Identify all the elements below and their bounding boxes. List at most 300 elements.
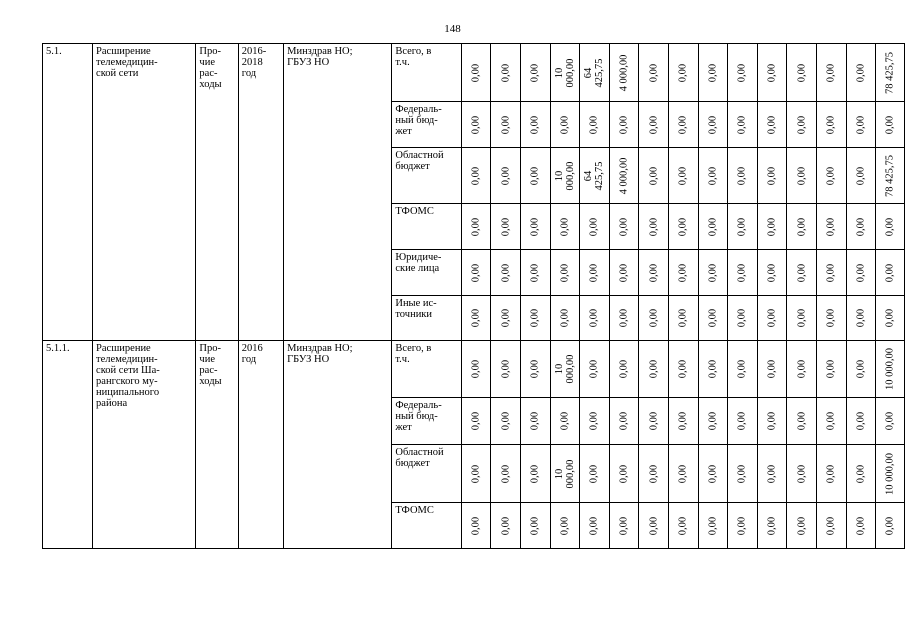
value-cell bbox=[787, 204, 817, 250]
value-cell bbox=[846, 148, 876, 204]
value-cell bbox=[461, 445, 491, 503]
value: 0,00 bbox=[766, 464, 778, 483]
executor-cell bbox=[284, 44, 392, 341]
value: 0,00 bbox=[470, 308, 482, 328]
value-cell bbox=[728, 296, 758, 341]
value: 0,00 bbox=[707, 411, 719, 431]
funding-source-cell bbox=[392, 102, 461, 148]
value: 10 000,00 bbox=[553, 161, 576, 190]
value: 0,00 bbox=[500, 63, 512, 82]
value-cell bbox=[668, 204, 698, 250]
expense-type: Про- чие рас- ходы bbox=[199, 46, 222, 90]
value-cell bbox=[550, 398, 580, 445]
value: 0,00 bbox=[707, 308, 719, 328]
value: 0,00 bbox=[529, 516, 541, 535]
value-cell bbox=[580, 44, 610, 102]
value: 0,00 bbox=[677, 217, 689, 236]
value: 0,00 bbox=[855, 115, 867, 134]
value: 0,00 bbox=[588, 359, 600, 379]
funding-source-cell bbox=[392, 503, 461, 549]
value: 0,00 bbox=[796, 263, 808, 282]
value: 0,00 bbox=[618, 115, 630, 134]
period: 2016- 2018 год bbox=[241, 46, 267, 79]
value-cell bbox=[639, 44, 669, 102]
value: 0,00 bbox=[855, 464, 867, 483]
value: 0,00 bbox=[766, 63, 778, 82]
funding-source: ТФОМС bbox=[395, 206, 434, 217]
value: 0,00 bbox=[736, 63, 748, 82]
value-cell bbox=[550, 204, 580, 250]
value-cell bbox=[550, 341, 580, 398]
value-cell bbox=[876, 296, 905, 341]
value-cell bbox=[757, 148, 787, 204]
value: 0,00 bbox=[500, 308, 512, 328]
value: 0,00 bbox=[825, 166, 837, 185]
value-cell bbox=[787, 44, 817, 102]
funding-source: Юридиче- ские лица bbox=[395, 252, 442, 274]
value: 0,00 bbox=[677, 464, 689, 483]
value: 0,00 bbox=[677, 63, 689, 82]
value-cell bbox=[698, 44, 728, 102]
value-cell bbox=[580, 341, 610, 398]
value: 0,00 bbox=[618, 411, 630, 431]
value: 0,00 bbox=[529, 217, 541, 236]
value: 0,00 bbox=[500, 263, 512, 282]
value-cell bbox=[787, 102, 817, 148]
value-cell bbox=[728, 503, 758, 549]
value: 0,00 bbox=[796, 166, 808, 185]
value: 0,00 bbox=[648, 63, 660, 82]
value: 0,00 bbox=[529, 359, 541, 379]
value-cell bbox=[846, 44, 876, 102]
value: 0,00 bbox=[588, 411, 600, 431]
value-cell bbox=[757, 102, 787, 148]
value-cell bbox=[461, 341, 491, 398]
value: 0,00 bbox=[825, 464, 837, 483]
executor: Минздрав НО; ГБУЗ НО bbox=[287, 343, 353, 365]
value: 10 000,00 bbox=[884, 348, 896, 390]
funding-source: ТФОМС bbox=[395, 505, 434, 516]
value: 0,00 bbox=[736, 464, 748, 483]
value-cell bbox=[728, 445, 758, 503]
value-cell bbox=[846, 503, 876, 549]
value-cell bbox=[846, 102, 876, 148]
value-cell bbox=[757, 503, 787, 549]
value-cell bbox=[876, 503, 905, 549]
value-cell bbox=[491, 341, 521, 398]
value: 10 000,00 bbox=[553, 354, 576, 384]
value-cell bbox=[816, 341, 846, 398]
funding-source-cell bbox=[392, 44, 461, 102]
value: 0,00 bbox=[648, 217, 660, 236]
item-name: Расширение телемедицин- ской сети Ша- рангского му- ниципального района bbox=[96, 343, 160, 409]
page-number: 148 bbox=[444, 23, 461, 35]
value-cell bbox=[580, 148, 610, 204]
value-cell bbox=[461, 148, 491, 204]
value: 0,00 bbox=[855, 308, 867, 328]
value: 0,00 bbox=[736, 308, 748, 328]
value-cell bbox=[816, 148, 846, 204]
value: 10 000,00 bbox=[553, 459, 576, 488]
value-cell bbox=[491, 44, 521, 102]
value: 0,00 bbox=[825, 63, 837, 82]
value-cell bbox=[846, 341, 876, 398]
value-cell bbox=[728, 102, 758, 148]
funding-source-cell bbox=[392, 148, 461, 204]
value: 0,00 bbox=[529, 464, 541, 483]
value-cell bbox=[728, 398, 758, 445]
value-cell bbox=[609, 102, 639, 148]
value: 0,00 bbox=[884, 411, 896, 431]
value: 0,00 bbox=[470, 359, 482, 379]
value-cell bbox=[639, 296, 669, 341]
value-cell bbox=[668, 341, 698, 398]
value: 0,00 bbox=[470, 516, 482, 535]
value-cell bbox=[639, 204, 669, 250]
value-cell bbox=[698, 204, 728, 250]
value-cell bbox=[787, 296, 817, 341]
value-cell bbox=[757, 44, 787, 102]
value-cell bbox=[876, 44, 905, 102]
value-cell bbox=[550, 250, 580, 296]
value: 0,00 bbox=[796, 359, 808, 379]
value: 0,00 bbox=[736, 411, 748, 431]
value-cell bbox=[461, 296, 491, 341]
value: 4 000,00 bbox=[618, 54, 630, 91]
value-cell bbox=[609, 44, 639, 102]
budget-table bbox=[42, 43, 905, 549]
funding-source-cell bbox=[392, 398, 461, 445]
value-cell bbox=[520, 445, 550, 503]
value: 0,00 bbox=[796, 63, 808, 82]
value: 0,00 bbox=[559, 217, 571, 236]
value: 0,00 bbox=[618, 263, 630, 282]
value-cell bbox=[520, 44, 550, 102]
value: 0,00 bbox=[559, 411, 571, 431]
value-cell bbox=[550, 148, 580, 204]
value: 0,00 bbox=[529, 411, 541, 431]
item-name-cell bbox=[93, 44, 196, 341]
funding-source-cell bbox=[392, 250, 461, 296]
value-cell bbox=[668, 148, 698, 204]
value: 0,00 bbox=[588, 263, 600, 282]
value-cell bbox=[520, 398, 550, 445]
value-cell bbox=[668, 398, 698, 445]
value-cell bbox=[698, 503, 728, 549]
value-cell bbox=[580, 398, 610, 445]
table-row bbox=[43, 44, 905, 102]
value-cell bbox=[698, 102, 728, 148]
funding-source-cell bbox=[392, 204, 461, 250]
value-cell bbox=[876, 148, 905, 204]
value-cell bbox=[816, 445, 846, 503]
value-cell bbox=[580, 250, 610, 296]
value: 0,00 bbox=[618, 359, 630, 379]
value-cell bbox=[787, 398, 817, 445]
value: 0,00 bbox=[500, 217, 512, 236]
value: 0,00 bbox=[825, 516, 837, 535]
value: 0,00 bbox=[500, 464, 512, 483]
value-cell bbox=[728, 341, 758, 398]
value-cell bbox=[520, 341, 550, 398]
value: 0,00 bbox=[529, 63, 541, 82]
value: 0,00 bbox=[707, 63, 719, 82]
value-cell bbox=[609, 148, 639, 204]
value: 0,00 bbox=[796, 411, 808, 431]
value: 0,00 bbox=[855, 217, 867, 236]
value-cell bbox=[639, 148, 669, 204]
executor-cell bbox=[284, 341, 392, 549]
value-cell bbox=[816, 503, 846, 549]
value: 0,00 bbox=[736, 115, 748, 134]
value: 0,00 bbox=[855, 516, 867, 535]
value: 0,00 bbox=[825, 411, 837, 431]
value-cell bbox=[698, 398, 728, 445]
value-cell bbox=[698, 296, 728, 341]
value-cell bbox=[491, 503, 521, 549]
value-cell bbox=[787, 445, 817, 503]
value-cell bbox=[520, 148, 550, 204]
value: 0,00 bbox=[648, 359, 660, 379]
value: 0,00 bbox=[470, 166, 482, 185]
value: 0,00 bbox=[648, 411, 660, 431]
value-cell bbox=[461, 102, 491, 148]
item-code-cell bbox=[43, 341, 93, 549]
value-cell bbox=[668, 296, 698, 341]
value: 0,00 bbox=[648, 263, 660, 282]
value-cell bbox=[876, 102, 905, 148]
value: 0,00 bbox=[825, 115, 837, 134]
value-cell bbox=[787, 503, 817, 549]
value: 0,00 bbox=[529, 308, 541, 328]
funding-source: Областной бюджет bbox=[395, 447, 444, 469]
value: 0,00 bbox=[677, 516, 689, 535]
value: 0,00 bbox=[618, 516, 630, 535]
value-cell bbox=[550, 296, 580, 341]
value-cell bbox=[757, 296, 787, 341]
value: 0,00 bbox=[529, 166, 541, 185]
item-code: 5.1. bbox=[46, 46, 62, 57]
value: 0,00 bbox=[529, 115, 541, 134]
value-cell bbox=[461, 44, 491, 102]
funding-source-cell bbox=[392, 341, 461, 398]
value-cell bbox=[491, 148, 521, 204]
value-cell bbox=[491, 250, 521, 296]
value-cell bbox=[698, 148, 728, 204]
value: 0,00 bbox=[766, 359, 778, 379]
period-cell bbox=[238, 341, 283, 549]
value: 0,00 bbox=[736, 263, 748, 282]
value: 0,00 bbox=[855, 166, 867, 185]
value: 0,00 bbox=[707, 217, 719, 236]
value-cell bbox=[728, 204, 758, 250]
value: 4 000,00 bbox=[618, 157, 630, 194]
value: 0,00 bbox=[470, 263, 482, 282]
value: 0,00 bbox=[707, 263, 719, 282]
value-cell bbox=[757, 204, 787, 250]
value-cell bbox=[550, 445, 580, 503]
value: 0,00 bbox=[559, 308, 571, 328]
value: 0,00 bbox=[707, 115, 719, 134]
value-cell bbox=[491, 445, 521, 503]
value-cell bbox=[461, 204, 491, 250]
value-cell bbox=[580, 204, 610, 250]
value: 10 000,00 bbox=[884, 452, 896, 495]
expense-type-cell bbox=[196, 341, 238, 549]
value: 0,00 bbox=[470, 411, 482, 431]
value-cell bbox=[550, 102, 580, 148]
value-cell bbox=[520, 296, 550, 341]
value: 0,00 bbox=[677, 115, 689, 134]
value: 0,00 bbox=[470, 115, 482, 134]
value: 0,00 bbox=[855, 263, 867, 282]
value-cell bbox=[728, 44, 758, 102]
value-cell bbox=[846, 250, 876, 296]
value: 0,00 bbox=[559, 516, 571, 535]
value-cell bbox=[609, 445, 639, 503]
value: 0,00 bbox=[648, 464, 660, 483]
value: 0,00 bbox=[618, 308, 630, 328]
value-cell bbox=[520, 250, 550, 296]
value: 0,00 bbox=[470, 63, 482, 82]
value-cell bbox=[520, 503, 550, 549]
value: 0,00 bbox=[707, 516, 719, 535]
value-cell bbox=[816, 204, 846, 250]
item-name: Расширение телемедицин- ской сети bbox=[96, 46, 158, 79]
value-cell bbox=[846, 445, 876, 503]
value-cell bbox=[609, 503, 639, 549]
value-cell bbox=[609, 250, 639, 296]
value: 0,00 bbox=[855, 411, 867, 431]
value: 0,00 bbox=[500, 359, 512, 379]
value-cell bbox=[639, 398, 669, 445]
value-cell bbox=[668, 250, 698, 296]
item-code: 5.1.1. bbox=[46, 343, 70, 354]
value: 0,00 bbox=[648, 516, 660, 535]
value-cell bbox=[698, 250, 728, 296]
value-cell bbox=[728, 250, 758, 296]
value: 0,00 bbox=[736, 516, 748, 535]
value: 0,00 bbox=[766, 308, 778, 328]
value-cell bbox=[580, 102, 610, 148]
value-cell bbox=[757, 341, 787, 398]
value-cell bbox=[639, 503, 669, 549]
value-cell bbox=[668, 445, 698, 503]
funding-source: Всего, в т.ч. bbox=[395, 343, 432, 365]
funding-source: Федераль- ный бюд- жет bbox=[395, 400, 442, 433]
value: 0,00 bbox=[736, 217, 748, 236]
table-row bbox=[43, 341, 905, 398]
value-cell bbox=[609, 204, 639, 250]
value: 0,00 bbox=[796, 308, 808, 328]
value: 64 425,75 bbox=[583, 58, 606, 87]
value-cell bbox=[580, 445, 610, 503]
funding-source-cell bbox=[392, 296, 461, 341]
value: 0,00 bbox=[648, 115, 660, 134]
value: 0,00 bbox=[500, 115, 512, 134]
value-cell bbox=[668, 503, 698, 549]
value-cell bbox=[698, 341, 728, 398]
value: 0,00 bbox=[707, 464, 719, 483]
value-cell bbox=[520, 102, 550, 148]
value-cell bbox=[550, 44, 580, 102]
value-cell bbox=[639, 445, 669, 503]
value: 0,00 bbox=[588, 516, 600, 535]
value-cell bbox=[668, 102, 698, 148]
value-cell bbox=[787, 148, 817, 204]
value-cell bbox=[461, 503, 491, 549]
value-cell bbox=[876, 445, 905, 503]
value: 0,00 bbox=[618, 217, 630, 236]
value: 0,00 bbox=[588, 464, 600, 483]
expense-type: Про- чие рас- ходы bbox=[199, 343, 222, 387]
value-cell bbox=[580, 296, 610, 341]
value-cell bbox=[609, 341, 639, 398]
value: 0,00 bbox=[796, 217, 808, 236]
funding-source: Федераль- ный бюд- жет bbox=[395, 104, 442, 137]
value: 0,00 bbox=[677, 359, 689, 379]
value: 0,00 bbox=[884, 516, 896, 535]
value-cell bbox=[846, 398, 876, 445]
value-cell bbox=[876, 204, 905, 250]
value: 0,00 bbox=[500, 166, 512, 185]
value: 0,00 bbox=[677, 263, 689, 282]
value: 0,00 bbox=[825, 217, 837, 236]
value: 0,00 bbox=[677, 166, 689, 185]
value-cell bbox=[668, 44, 698, 102]
value-cell bbox=[520, 204, 550, 250]
value-cell bbox=[816, 296, 846, 341]
value: 0,00 bbox=[588, 217, 600, 236]
period: 2016 год bbox=[241, 343, 263, 365]
value: 0,00 bbox=[884, 115, 896, 134]
value-cell bbox=[876, 341, 905, 398]
value-cell bbox=[728, 148, 758, 204]
value: 0,00 bbox=[825, 308, 837, 328]
value-cell bbox=[876, 250, 905, 296]
value: 0,00 bbox=[707, 359, 719, 379]
period-cell bbox=[238, 44, 283, 341]
value: 0,00 bbox=[529, 263, 541, 282]
value: 0,00 bbox=[559, 115, 571, 134]
value: 0,00 bbox=[825, 263, 837, 282]
value: 0,00 bbox=[855, 359, 867, 379]
funding-source: Иные ис- точники bbox=[395, 298, 437, 320]
value: 0,00 bbox=[588, 308, 600, 328]
value-cell bbox=[609, 398, 639, 445]
value-cell bbox=[787, 341, 817, 398]
value-cell bbox=[491, 102, 521, 148]
funding-source-cell bbox=[392, 445, 461, 503]
value-cell bbox=[491, 204, 521, 250]
value-cell bbox=[757, 250, 787, 296]
value: 0,00 bbox=[470, 217, 482, 236]
item-name-cell bbox=[93, 341, 196, 549]
value: 78 425,75 bbox=[884, 154, 896, 197]
value: 0,00 bbox=[618, 464, 630, 483]
value: 0,00 bbox=[766, 516, 778, 535]
value-cell bbox=[846, 204, 876, 250]
value: 0,00 bbox=[648, 308, 660, 328]
value-cell bbox=[816, 250, 846, 296]
value-cell bbox=[816, 102, 846, 148]
value: 0,00 bbox=[884, 263, 896, 282]
value: 0,00 bbox=[766, 263, 778, 282]
value: 78 425,75 bbox=[884, 51, 896, 94]
value: 0,00 bbox=[500, 411, 512, 431]
value: 0,00 bbox=[766, 166, 778, 185]
value: 0,00 bbox=[766, 217, 778, 236]
